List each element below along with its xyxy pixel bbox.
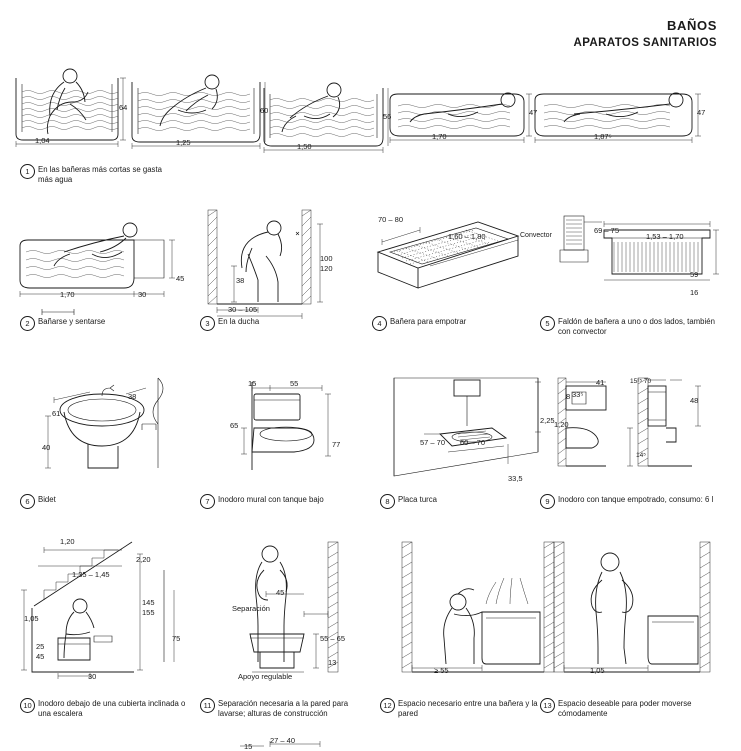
dim-fig4-width: 70 – 80: [378, 215, 404, 224]
dim-fig3-depth: 38: [236, 276, 245, 285]
dim-fig13-clearance: 1,05: [590, 666, 605, 675]
dim-fig7-depth: 55: [290, 379, 299, 388]
dim-fig10-depth: 30: [88, 672, 97, 681]
dim-fig3-reach: 100 120: [320, 254, 333, 273]
dim-fig9-height: 48: [690, 396, 699, 405]
dim-fig8-height: 2,25: [540, 416, 555, 425]
dim-fig3-width: 30 – 105: [228, 305, 258, 314]
figure-8-squat-pan: [388, 372, 548, 482]
figure-6-bidet: [30, 372, 190, 482]
figure-caption-10: Inodoro debajo de una cubierta inclinada o una escalera: [38, 699, 186, 718]
dim-fig8-left: 57 – 70: [420, 438, 446, 447]
dim-fig10-bar-low: 75: [172, 634, 181, 643]
dim-fig9-floor: 1,20: [554, 420, 569, 429]
dim-fig5-length: 1,53 – 1,70: [646, 232, 684, 241]
figure-caption-11: Separación necesaria a la pared para lavarse; alturas de construcción: [218, 699, 349, 718]
figure-number-5: 5: [540, 316, 555, 331]
dim-fig6-depth: 38: [128, 392, 137, 401]
figure-caption-3: En la ducha: [218, 317, 260, 326]
dim-fig10-side: 1,05: [24, 614, 39, 623]
dim-fig9-small: 15¹⁵ 70: [630, 378, 652, 385]
dim-tub4-length: 1,70: [432, 132, 447, 141]
figure-caption-9: Inodoro con tanque empotrado, consumo: 6 l: [558, 495, 714, 504]
figure-7-wall-wc: [222, 378, 362, 478]
dim-fig2-height: 45: [176, 274, 185, 283]
dim-tub2-height: 60: [260, 106, 269, 115]
figure-caption-4: Bañera para empotrar: [390, 317, 467, 326]
dim-fig6-width: 61: [52, 409, 61, 418]
figure-caption-7: Inodoro mural con tanque bajo: [218, 495, 324, 504]
figure-4-built-in-tub: [368, 212, 528, 312]
dim-fig6-height: 40: [42, 443, 51, 452]
dim-fig10-seat-range: 25 45: [36, 642, 45, 661]
figure-caption-1: En las bañeras más cortas se gasta más agua: [38, 165, 162, 184]
figure-caption-13: Espacio deseable para poder moverse cómodamente: [558, 699, 692, 718]
dim-fig9-tank: 8: [566, 392, 571, 401]
dim-fig7-total: 77: [332, 440, 341, 449]
figure-number-10: 10: [20, 698, 35, 713]
dim-fig5-side-height: 59: [690, 270, 699, 279]
figure-2-bathe-and-sit: [14, 218, 194, 318]
dim-fig5-height-range: 69 – 75: [594, 226, 620, 235]
figure-number-1: 1: [20, 164, 35, 179]
figure-number-2: 2: [20, 316, 35, 331]
dim-fig9-width: 41: [596, 378, 605, 387]
dim-fig11-elbow: 45: [276, 588, 285, 597]
dim-footer-range: 27 – 40: [270, 736, 296, 745]
page-header: [574, 18, 717, 49]
dim-fig2-seat: 30: [138, 290, 147, 299]
dim-tub1-length: 1,04: [35, 136, 50, 145]
figure-number-6: 6: [20, 494, 35, 509]
dim-tub4-height: 47: [529, 108, 538, 117]
dim-fig10-height: 2,20: [136, 555, 151, 564]
dim-fig7-height: 65: [230, 421, 239, 430]
figure-number-9: 9: [540, 494, 555, 509]
figure-number-7: 7: [200, 494, 215, 509]
dim-fig12-clearance: ≥ 55: [434, 666, 449, 675]
figure-12-space-tub-wall: [396, 538, 566, 678]
dim-fig10-bar: 145 155: [142, 598, 155, 617]
figure-number-3: 3: [200, 316, 215, 331]
dim-fig9-base: 14⁵: [636, 452, 646, 459]
figure-number-4: 4: [372, 316, 387, 331]
dim-footer-small: 15: [244, 742, 253, 751]
dim-fig11-height: 55 – 65: [320, 634, 346, 643]
dim-fig10-top: 1,20: [60, 537, 75, 546]
dim-fig11-sep-label: Separación: [232, 604, 270, 613]
figure-number-12: 12: [380, 698, 395, 713]
dim-tub3-length: 1,50: [297, 142, 312, 151]
dim-tub5-length: 1,87⁵: [594, 132, 612, 141]
figure-caption-2: Bañarse y sentarse: [38, 317, 106, 326]
page-title: BAÑOS: [667, 18, 717, 33]
dim-fig8-width: 60 – 70: [460, 438, 486, 447]
dim-fig10-range: 1,35 – 1,45: [72, 570, 110, 579]
figure-13-comfortable-space: [548, 538, 723, 678]
figure-number-13: 13: [540, 698, 555, 713]
figure-9-concealed-cistern: [552, 372, 712, 482]
dim-fig11-base: 13: [328, 658, 337, 667]
dim-fig11-support: Apoyo regulable: [238, 672, 293, 681]
dim-fig5-skirt: 16: [690, 288, 699, 297]
figure-caption-5: Faldón de bañera a uno o dos lados, también con convector: [558, 317, 715, 336]
figure-number-8: 8: [380, 494, 395, 509]
dim-fig8-depth: 33,5: [508, 474, 523, 483]
dim-fig2-length: 1,70: [60, 290, 75, 299]
page-subtitle: APARATOS SANITARIOS: [573, 37, 717, 49]
figure-number-11: 11: [200, 698, 215, 713]
dim-fig5-convector: Convector: [520, 232, 552, 239]
dim-fig4-length: 1,60 – 1,80: [448, 232, 486, 241]
dim-tub2-length: 1,25: [176, 138, 191, 147]
dim-fig7-gap: 15: [248, 379, 257, 388]
dim-fig9-depth: 33⁵: [572, 390, 584, 399]
figure-caption-8: Placa turca: [398, 495, 438, 504]
dim-tub3-height: 56: [383, 112, 392, 121]
figure-caption-6: Bidet: [38, 495, 56, 504]
dim-tub5-height: 47: [697, 108, 706, 117]
dim-tub1-height: 64: [119, 103, 128, 112]
figure-caption-12: Espacio necesario entre una bañera y la pared: [398, 699, 538, 718]
